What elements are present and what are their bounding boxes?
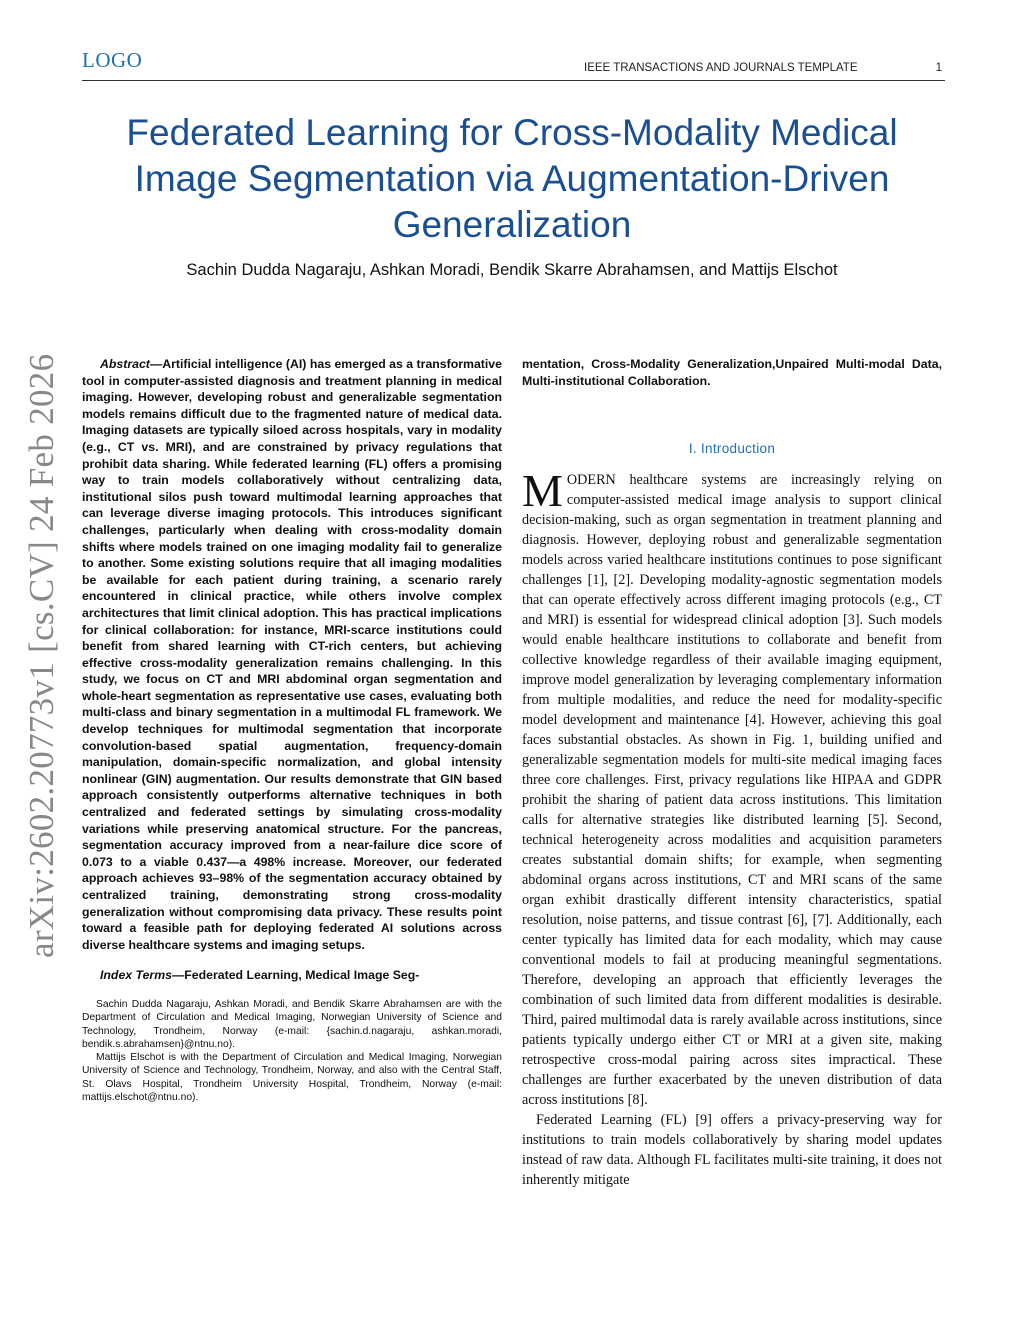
footnote: Sachin Dudda Nagaraju, Ashkan Moradi, and Bendik Skarre Abrahamsen are with the Department of Circulation and Medical Imaging, Norwegian University of Science and Technology, Trondheim, Norway (e-mail: {sachin.d.nagaraju, ashkan.moradi, bendik.s.abrahamsen}@ntnu.no). [82, 998, 502, 1050]
author-footnotes [82, 998, 502, 1104]
arxiv-stamp: arXiv:2602.20773v1 [cs.CV] 24 Feb 2026 [22, 353, 61, 958]
introduction-paragraph: Federated Learning (FL) [9] offers a privacy-preserving way for institutions to train models collaboratively by sharing model updates instead of raw data. Although FL facilitates multi-site training, it does not inherently mitigate [522, 1112, 942, 1189]
header-rule [82, 80, 945, 81]
introduction-paragraph [522, 465, 942, 1110]
author-list: Sachin Dudda Nagaraju, Ashkan Moradi, Bendik Skarre Abrahamsen, and Mattijs Elschot [186, 261, 838, 279]
section-heading-introduction: I. Introduction [688, 441, 776, 457]
abstract-label: Abstract— [100, 357, 163, 371]
left-column [82, 356, 502, 1104]
drop-cap: M [522, 465, 563, 517]
index-terms-continued: mentation, Cross-Modality Generalization,Unpaired Multi-modal Data, Multi-institutional Collaboration. [522, 357, 942, 388]
first-word-smallcaps: ODERN [566, 472, 616, 489]
page-number: 1 [935, 62, 942, 74]
abstract [82, 356, 502, 953]
index-terms-label: Index Terms— [100, 968, 185, 983]
right-column [522, 356, 942, 1190]
abstract-text: Artificial intelligence (AI) has emerged as a transformative tool in computer-assisted diagnosis and treatment planning in medical imaging. However, developing robust and generalizable segmentation models remains difficult due to the fragmented nature of medical data. Imaging datasets are typically siloed across hospitals, vary in modality (e.g., CT vs. MRI), and are constrained by privacy regulations that prohibit data sharing. While federated learning (FL) offers a promising way to train models collaboratively without centralizing data, institutional silos push toward multimodal learning approaches that can leverage diverse imaging protocols. This introduces significant challenges, particularly when dealing with cross-modality domain shifts where models trained on one imaging modality fail to generalize to another. Some existing solutions require that all imaging modalities be available for each patient during training, a scenario rarely encountered in clinical practice, while others involve complex architectures that limit clinical adoption. This has practical implications for clinical collaboration: for instance, MRI-scarce institutions could benefit from shared learning with CT-rich centers, but achieving effective cross-modality generalization remains challenging. In this study, we focus on CT and MRI abdominal organ segmentation and whole-heart segmentation as representative use cases, evaluating both multi-class and binary segmentation in a multimodal FL framework. We develop techniques for multimodal segmentation that incorporate convolution-based spatial augmentation, frequency-domain manipulation, domain-specific normalization, and global intensity nonlinear (GIN) augmentation. Our results demonstrate that GIN based approach consistently outperforms alternative techniques in both centralized and federated settings by simulating cross-modality variations while preserving anatomical structure. For the pancreas, segmentation accuracy improved from a near-failure dice score of 0.073 to a viable 0.437—a 498% increase. Moreover, our federated approach achieves 93–98% of the segmentation accuracy obtained by centralized training, demonstrating strong cross-modality generalization without compromising data privacy. These results point toward a feasible path for deploying federated AI solutions across diverse healthcare systems and imaging setups. [82, 357, 502, 952]
index-terms [82, 967, 502, 984]
paper-title: Federated Learning for Cross-Modality Medical Image Segmentation via Augmentation-Driven Generalization [126, 112, 898, 245]
index-terms-text: Federated Learning, Medical Image Seg- [184, 968, 420, 983]
footnote: Mattijs Elschot is with the Department of Circulation and Medical Imaging, Norwegian University of Science and Technology, Trondheim, Norway, and also with the Central Staff, St. Olavs Hospital, Trondheim University Hospital, Trondheim, Norway (e-mail: mattijs.elschot@ntnu.no). [82, 1052, 502, 1104]
paragraph-text: healthcare systems are increasingly relying on computer-assisted medical image analysis to support clinical decision-making, such as organ segmentation in treatment planning and diagnosis. However, deploying robust and generalizable segmentation models across varied healthcare institutions continues to pose significant challenges [1], [2]. Developing modality-agnostic segmentation models that can operate effectively across different imaging protocols (e.g., CT and MRI) is essential for widespread clinical adoption [3]. Such models would enable healthcare institutions to collaborate and benefit from collective knowledge regardless of their available imaging equipment, improve model generalization by leveraging complementary information from multiple modalities, and reduce the need for modality-specific model development and maintenance [4]. However, achieving this goal faces substantial obstacles. As shown in Fig. 1, building unified and generalizable segmentation models for multi-site medical imaging faces three core challenges. First, privacy regulations like HIPAA and GDPR prohibit the sharing of patient data across institutions. This limitation calls for alternative strategies like distributed learning [5]. Second, technical heterogeneity across modalities and acquisition parameters creates substantial domain shifts; for example, when segmenting abdominal organs across institutions, CT and MRI scans of the same organ exhibit drastically different intensity characteristics, spatial resolution, noise patterns, and tissue contrast [6], [7]. Additionally, each center typically has limited data for each modality, which may cause conventional models to fail at producing meaningful segmentations. Therefore, developing an approach that efficiently leverages the combination of such limited data from different modalities is desirable. Third, paired multimodal data is rarely available across institutions, since patients typically undergo either CT or MRI at a given site, making retrospective cross-modal pairing across sites impractical. These challenges are further exacerbated by the uneven distribution of data across institutions [8]. [522, 472, 942, 1109]
journal-name: IEEE TRANSACTIONS AND JOURNALS TEMPLATE [584, 62, 858, 74]
journal-logo: LOGO [82, 48, 143, 72]
